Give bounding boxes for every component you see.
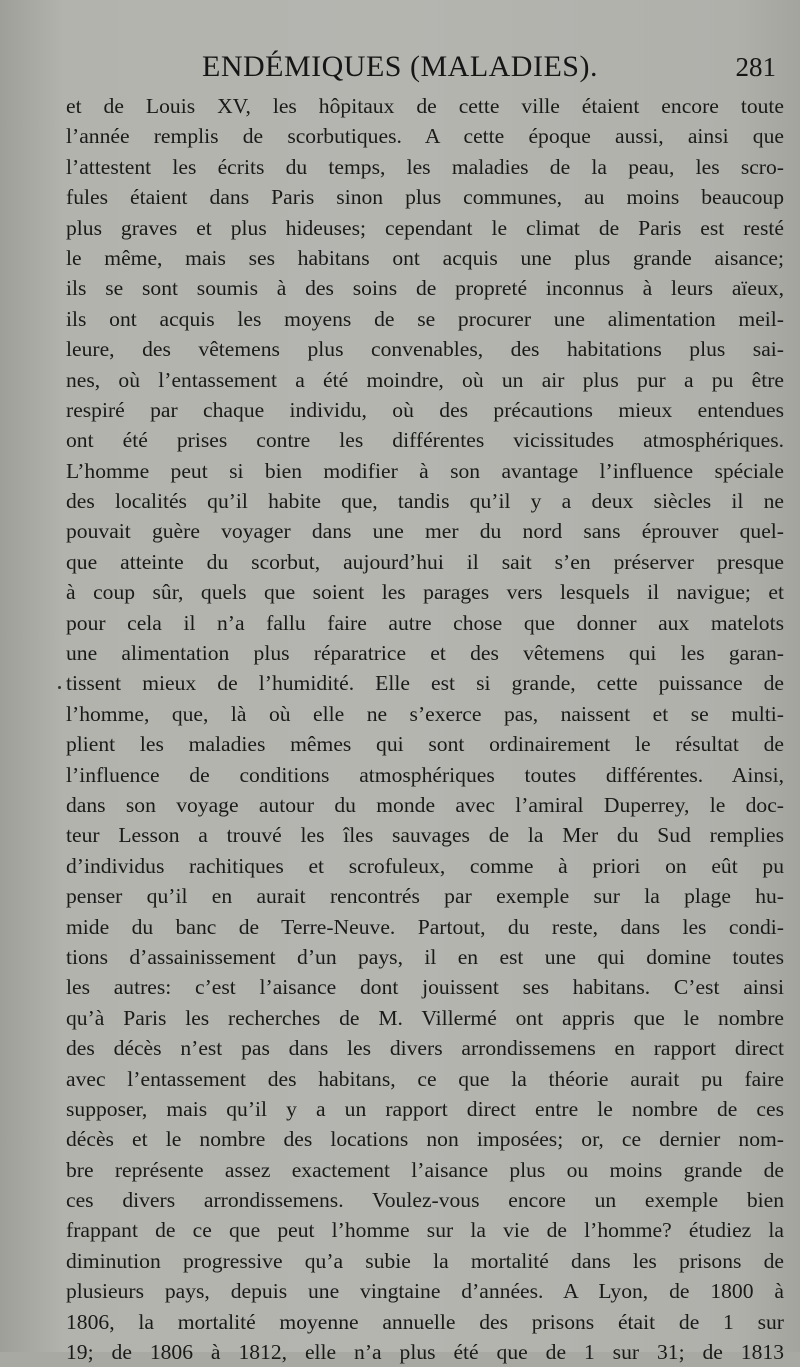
text-line: mide du banc de Terre-Neuve. Partout, du reste, dans les condi- xyxy=(66,914,784,939)
text-line: une alimentation plus réparatrice et des vêtemens qui les garan- xyxy=(66,641,784,666)
running-header xyxy=(66,50,776,90)
text-line: à coup sûr, quels que soient les parages vers lesquels il navigue; et xyxy=(66,580,784,605)
text-line: dans son voyage autour du monde avec l’amiral Duperrey, le doc- xyxy=(66,792,784,817)
text-line: l’influence de conditions atmosphériques toutes différentes. Ainsi, xyxy=(66,762,784,787)
text-line: des localités qu’il habite que, tandis qu’il y a deux siècles il ne xyxy=(66,489,784,514)
text-line: respiré par chaque individu, où des précautions mieux entendues xyxy=(66,397,784,422)
text-line: tions d’assainissement d’un pays, il en est une qui domine toutes xyxy=(66,944,784,969)
text-line: frappant de ce que peut l’homme sur la vie de l’homme? étudiez la xyxy=(66,1218,784,1243)
text-line: ils se sont soumis à des soins de propreté inconnus à leurs aïeux, xyxy=(66,276,784,301)
text-line: décès et le nombre des locations non imposées; or, ce dernier nom- xyxy=(66,1127,784,1152)
text-line: fules étaient dans Paris sinon plus communes, au moins beaucoup xyxy=(66,185,784,210)
text-line: des décès n’est pas dans les divers arrondissemens en rapport direct xyxy=(66,1036,784,1061)
text-line: ils ont acquis les moyens de se procurer une alimentation meil- xyxy=(66,306,784,331)
text-line: plient les maladies mêmes qui sont ordinairement le résultat de xyxy=(66,732,784,757)
text-line: diminution progressive qu’a subie la mortalité dans les prisons de xyxy=(66,1248,784,1273)
text-line: et de Louis XV, les hôpitaux de cette ville étaient encore toute xyxy=(66,94,784,118)
text-line: teur Lesson a trouvé les îles sauvages de la Mer du Sud remplies xyxy=(66,823,784,848)
text-line: l’année remplis de scorbutiques. A cette époque aussi, ainsi que xyxy=(66,124,784,149)
text-line: ont été prises contre les différentes vicissitudes atmosphériques. xyxy=(66,428,784,453)
text-line: 19; de 1806 à 1812, elle n’a plus été que de 1 sur 31; de 1813 xyxy=(66,1340,784,1365)
text-line: bre représente assez exactement l’aisance plus ou moins grande de xyxy=(66,1157,784,1182)
text-line: plus graves et plus hideuses; cependant le climat de Paris est resté xyxy=(66,215,784,240)
header-title: ENDÉMIQUES (MALADIES). xyxy=(202,50,598,83)
body-text xyxy=(66,91,784,1367)
text-line: avec l’entassement des habitans, ce que la théorie aurait pu faire xyxy=(66,1066,784,1091)
text-line: tissent mieux de l’humidité. Elle est si grande, cette puissance de xyxy=(66,671,784,696)
text-line: ces divers arrondissemens. Voulez-vous encore un exemple bien xyxy=(66,1188,784,1213)
text-line: leure, des vêtemens plus convenables, des habitations plus sai- xyxy=(66,337,784,362)
text-line: L’homme peut si bien modifier à son avantage l’influence spéciale xyxy=(66,458,784,483)
text-line: 1806, la mortalité moyenne annuelle des prisons était de 1 sur xyxy=(66,1309,784,1334)
text-line: le même, mais ses habitans ont acquis une plus grande aisance; xyxy=(66,245,784,270)
text-line: l’homme, que, là où elle ne s’exerce pas, naissent et se multi- xyxy=(66,701,784,726)
text-line: supposer, mais qu’il y a un rapport direct entre le nombre de ces xyxy=(66,1096,784,1121)
text-line: les autres: c’est l’aisance dont jouissent ses habitans. C’est ainsi xyxy=(66,975,784,1000)
text-line: que atteinte du scorbut, aujourd’hui il sait s’en préserver presque xyxy=(66,549,784,574)
text-line: d’individus rachitiques et scrofuleux, comme à priori on eût pu xyxy=(66,853,784,878)
text-line: penser qu’il en aurait rencontrés par exemple sur la plage hu- xyxy=(66,884,784,909)
text-line: pouvait guère voyager dans une mer du nord sans éprouver quel- xyxy=(66,519,784,544)
ink-speck xyxy=(58,686,61,689)
text-line: plusieurs pays, depuis une vingtaine d’années. A Lyon, de 1800 à xyxy=(66,1279,784,1304)
text-line: pour cela il n’a fallu faire autre chose que donner aux matelots xyxy=(66,610,784,635)
text-line: l’attestent les écrits du temps, les maladies de la peau, les scro- xyxy=(66,154,784,179)
page-number: 281 xyxy=(735,52,776,82)
text-line: qu’à Paris les recherches de M. Villermé ont appris que le nombre xyxy=(66,1005,784,1030)
text-line: nes, où l’entassement a été moindre, où un air plus pur a pu être xyxy=(66,367,784,392)
